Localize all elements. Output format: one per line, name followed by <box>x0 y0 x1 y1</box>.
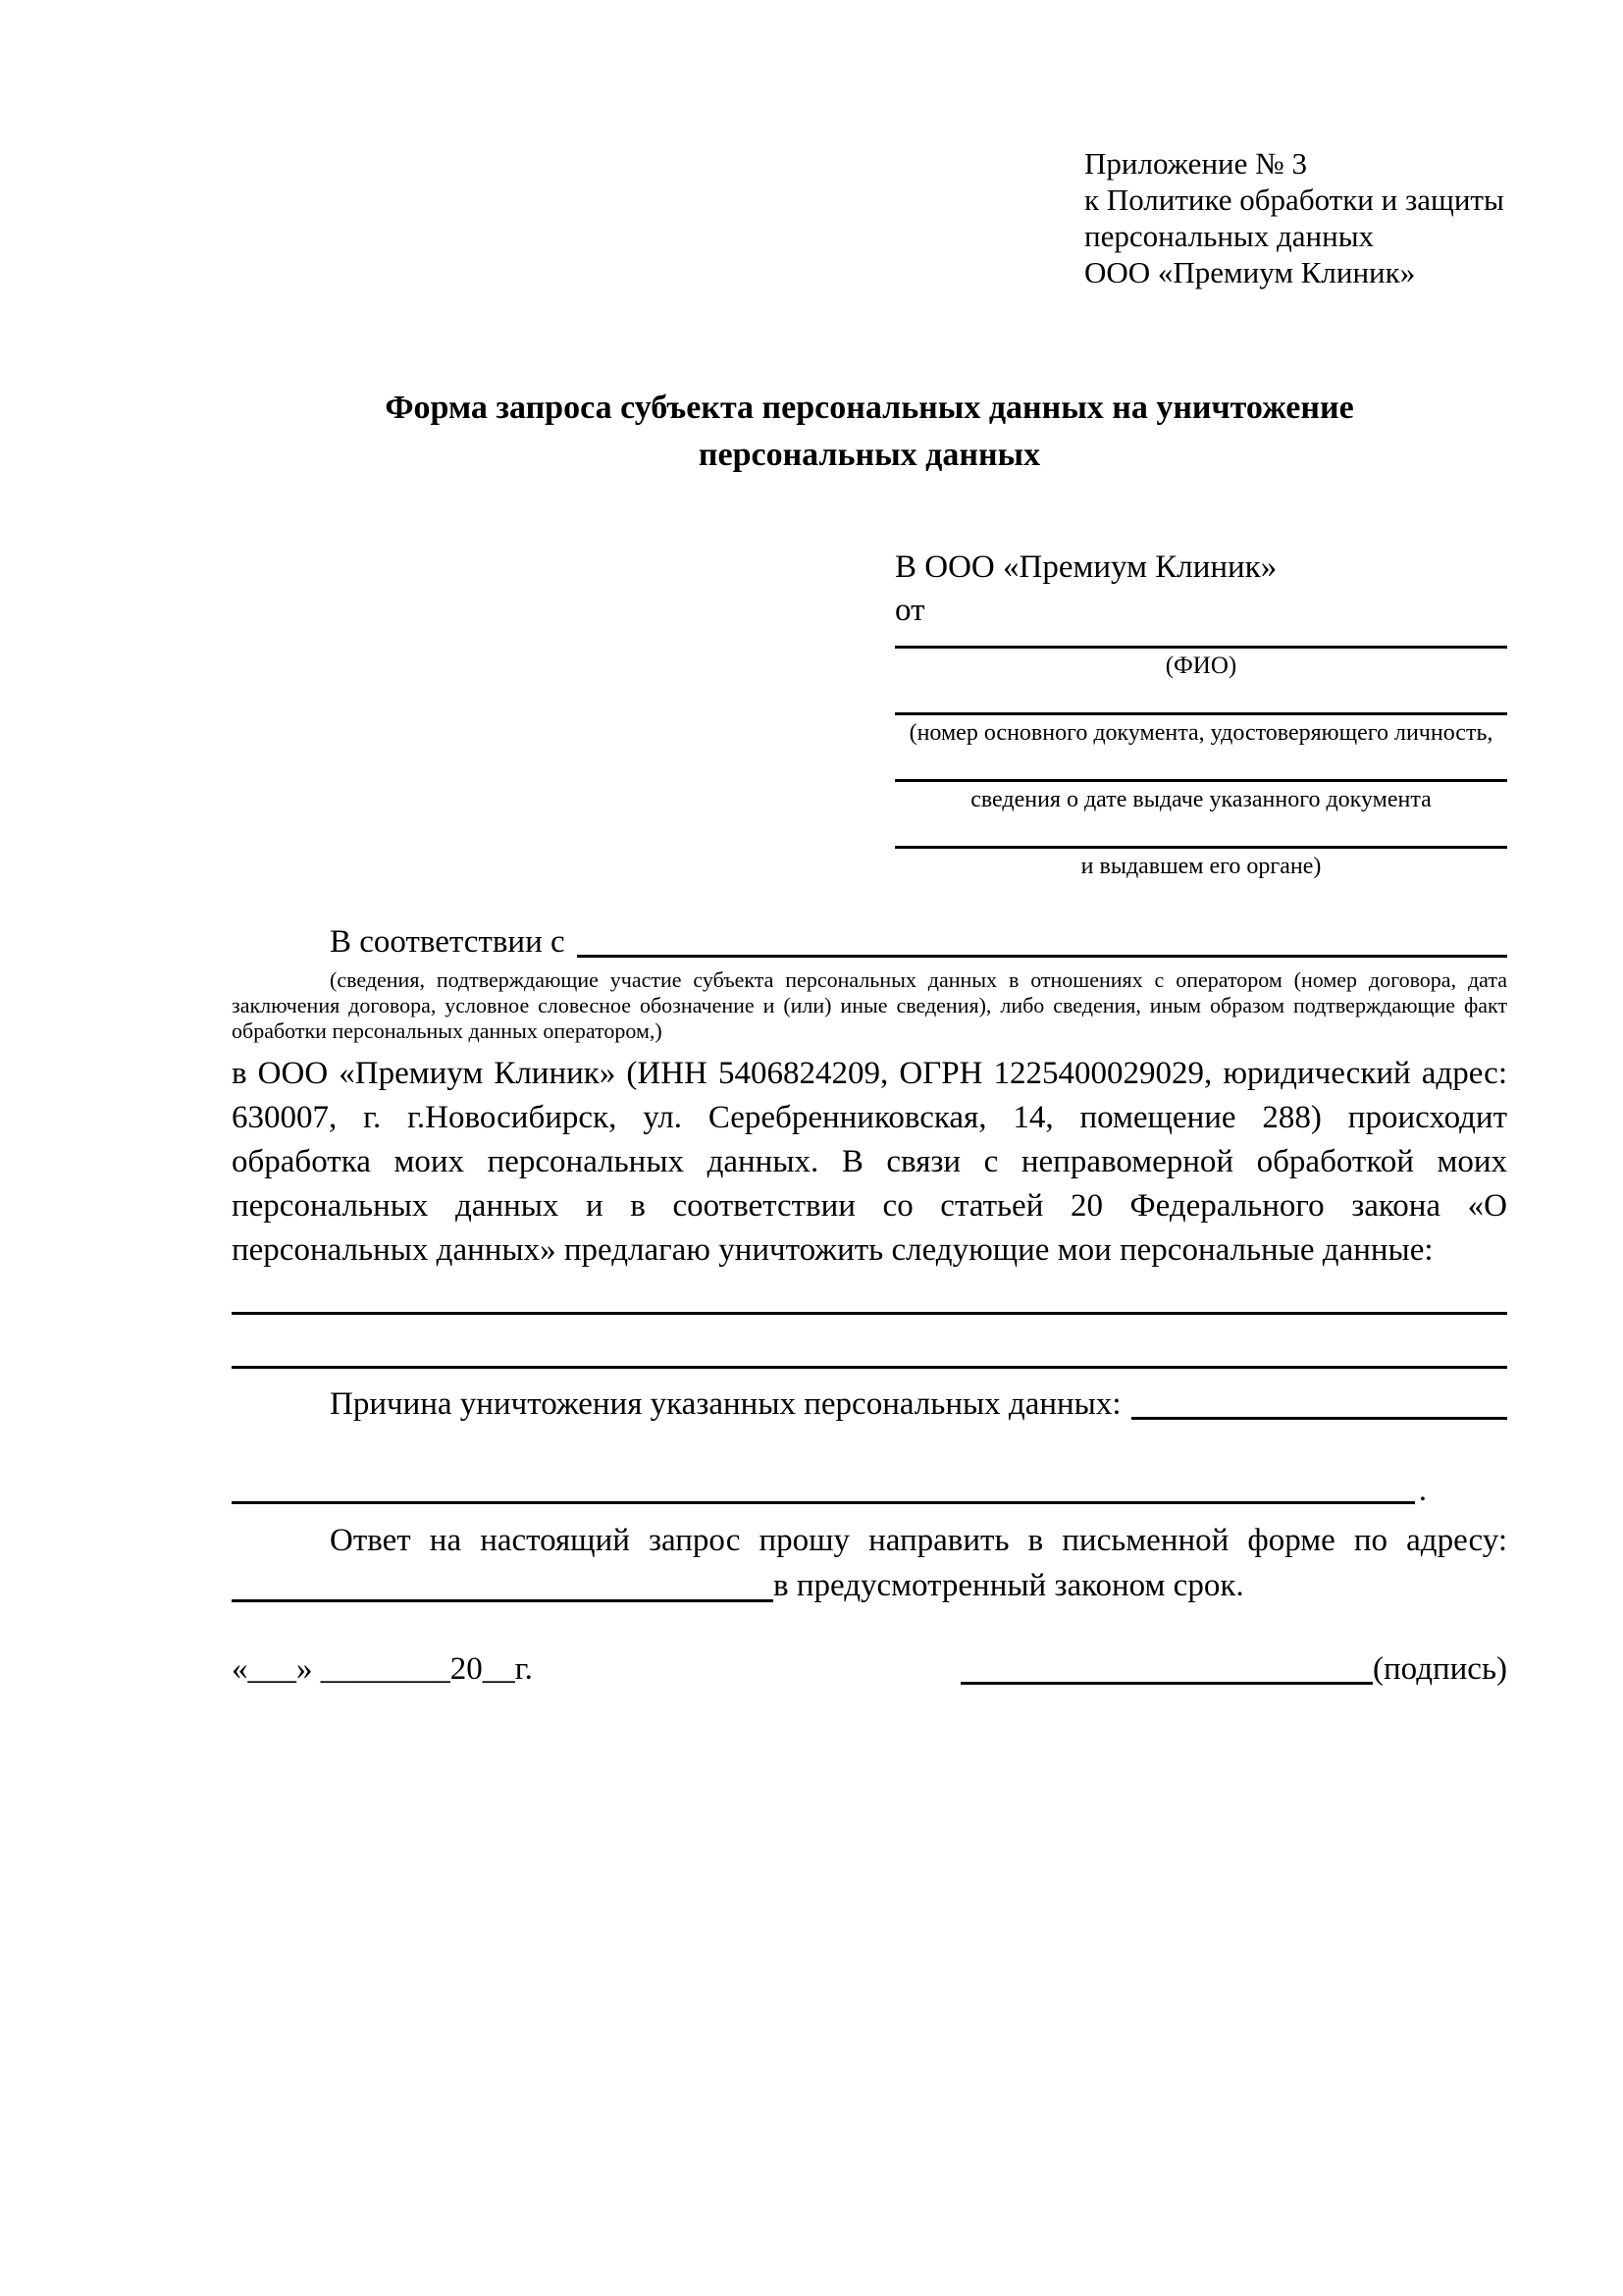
document-issue-date-field-line <box>895 779 1507 782</box>
addressee-from-label: от <box>895 593 925 628</box>
date-signature-row <box>232 1647 1507 1691</box>
date-field: «___» ________20__г. <box>232 1651 533 1687</box>
signature-field-line <box>961 1682 1373 1685</box>
body-paragraph: в ООО «Премиум Клиник» (ИНН 5406824209, ОГРН 1225400029029, юридический адрес: 630007, г. г.Новосибирск, ул. Серебренниковская, 14, помещение 288) происходит обработка моих персональных данных. В связи с неправомерной обработкой моих персональных данных и в соответствии со статьей 20 Федерального закона «О персональных данных» предлагаю уничтожить следующие мои персональные данные: <box>232 1056 1507 1268</box>
address-field-line <box>232 1599 773 1602</box>
fio-field-line <box>895 646 1507 649</box>
accordance-lead: В соответствии с <box>330 924 565 960</box>
reason-field-line-1 <box>1131 1417 1507 1420</box>
appendix-line-2: к Политике обработки и защиты <box>1084 183 1504 217</box>
appendix-block <box>1084 145 1516 290</box>
addressee-to: В ООО «Премиум Клиник» <box>895 549 1278 585</box>
personal-data-field-line-1 <box>232 1312 1507 1315</box>
document-number-caption: (номер основного документа, удостоверяющего личность, <box>909 720 1493 746</box>
reason-row <box>232 1383 1507 1426</box>
fio-caption: (ФИО) <box>1165 652 1237 679</box>
document-title: Форма запроса субъекта персональных данных на уничтожение персональных данных <box>385 390 1354 473</box>
accordance-note: (сведения, подтверждающие участие субъекта персональных данных в отношениях с оператором (номер договора, дата заключения договора, условное словесное обозначение и (или) иные сведения), либо сведения, иным образом подтверждающие факт обработки персональных данных оператором,) <box>232 967 1507 1043</box>
document-issue-date-caption: сведения о дате выдаче указанного документа <box>970 787 1432 812</box>
accordance-row <box>232 920 1507 964</box>
document-issuer-field-line <box>895 846 1507 849</box>
appendix-line-4: ООО «Премиум Клиник» <box>1084 255 1416 289</box>
response-lead: Ответ на настоящий запрос прошу направить в письменной форме по адресу: <box>330 1523 1507 1558</box>
accordance-field-line <box>577 955 1507 958</box>
reason-row-2 <box>232 1471 1507 1510</box>
document-number-field-line <box>895 712 1507 715</box>
appendix-line-3: персональных данных <box>1084 219 1375 253</box>
reason-period: . <box>1418 1473 1427 1508</box>
addressee-block <box>895 548 1507 881</box>
response-tail: в предусмотренный законом срок. <box>773 1568 1244 1603</box>
appendix-line-1: Приложение № 3 <box>1084 146 1307 181</box>
signature-group <box>961 1647 1507 1691</box>
document-issuer-caption: и выдавшем его органе) <box>1080 854 1322 879</box>
reason-label: Причина уничтожения указанных персональных данных: <box>330 1386 1122 1422</box>
reason-field-line-2 <box>232 1501 1415 1504</box>
signature-caption: (подпись) <box>1373 1651 1507 1687</box>
personal-data-field-line-2 <box>232 1366 1507 1369</box>
response-row <box>232 1563 1507 1608</box>
